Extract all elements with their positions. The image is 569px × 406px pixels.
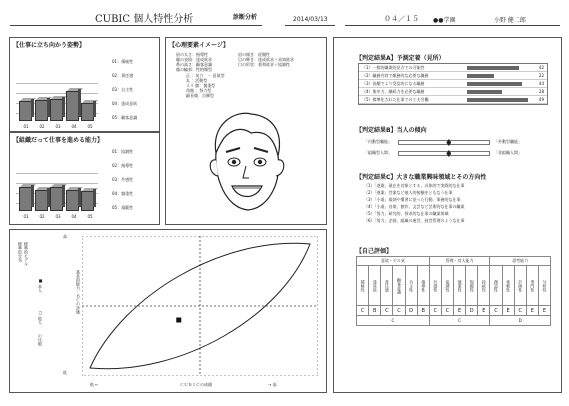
result-b-right2: 「非組織人間」 xyxy=(494,150,522,155)
work-attitude-title: 【仕事に立ち向かう姿勢】 xyxy=(13,42,86,49)
self-eval-table xyxy=(356,256,551,326)
result-a-label: （4）集中力、継続力を必要な職務 xyxy=(362,89,425,94)
organization-axis xyxy=(18,214,98,219)
legend-self: ■ 本人 xyxy=(38,278,43,293)
report-date: 2014/03/13 xyxy=(293,16,328,23)
result-a-row xyxy=(359,96,547,104)
y-axis-label xyxy=(76,270,81,314)
grade-cell: E xyxy=(454,306,466,316)
legend-item: 01：積極性 xyxy=(112,59,134,64)
chart-bar xyxy=(19,187,32,211)
legend-item: 01：協調性 xyxy=(112,149,134,154)
legend-item: 03：共感性 xyxy=(112,177,134,182)
axis-label: 02 xyxy=(39,124,45,129)
trait-cell: 協調性 xyxy=(441,266,453,306)
result-b-right1: 「外動型職能」 xyxy=(494,139,522,144)
result-a-value: 42 xyxy=(538,65,544,70)
result-a-title: 【判定結果A】予測定着（見所） xyxy=(356,55,445,62)
legend-item: 05：顧客意識 xyxy=(112,115,138,120)
self-eval-title: 【自己評価】 xyxy=(356,248,393,255)
result-a-row xyxy=(359,88,547,96)
matrix-panel xyxy=(9,229,327,393)
result-c-row: （4）「小遠」音楽、創作、文芸など芸術的な仕事の職業 xyxy=(364,204,465,209)
matrix-plot xyxy=(82,236,318,376)
result-a-row xyxy=(359,64,547,72)
axis-label: 03 xyxy=(55,214,61,219)
trait-cell: 慎重性 xyxy=(454,266,466,306)
axis-label: 05 xyxy=(87,214,93,219)
legend-item: 02：責任感 xyxy=(112,73,134,78)
legend-line: 正 ：気力 － 意欲型 xyxy=(186,73,225,78)
matrix-side-notes-2 xyxy=(24,242,29,266)
trait-cell: 達成欲 xyxy=(369,266,381,306)
chart-bar xyxy=(35,190,48,211)
matrix-legend-compare xyxy=(38,334,43,346)
result-a-label: （3）従順でより受信的になる職務 xyxy=(362,81,425,86)
result-b-left2: 「組織型人間」 xyxy=(364,150,392,155)
result-c-row: （3）「小遠」規則や慣習に従った行動、事務的な仕事 xyxy=(364,197,461,202)
grade-cell: C xyxy=(357,306,369,316)
result-a-bar xyxy=(467,90,502,94)
result-c-row: （5）「努力」研究的、探求的な仕事の職業領域 xyxy=(364,211,449,216)
trait-cell: 自主性 xyxy=(405,266,417,306)
trait-cell: 積極性 xyxy=(357,266,369,306)
trait-cell: 計画性 xyxy=(514,266,526,306)
header-underline xyxy=(10,25,262,26)
group-header: 意欲・ヤル気 xyxy=(357,257,430,266)
legend-item: 02：指導性 xyxy=(112,163,134,168)
trait-cell: 専門性 xyxy=(526,266,538,306)
grade-cell: B xyxy=(417,306,429,316)
matrix-legend-other xyxy=(38,310,43,324)
trait-cell: 創造性 xyxy=(490,266,502,306)
matrix-side-notes xyxy=(17,242,23,262)
legend-item: 03：自主性 xyxy=(112,87,134,92)
result-a-table xyxy=(358,63,548,105)
person-name: 小野 健二郎 xyxy=(494,17,526,24)
work-attitude-axis xyxy=(18,124,98,129)
grade-cell: E xyxy=(478,306,490,316)
date-underline xyxy=(285,25,335,26)
diagnosis-badge: 診断分析 xyxy=(233,14,258,21)
feature-line: 口の形状：着和欲求＋協調性 xyxy=(238,62,290,67)
grade-cell: C xyxy=(514,306,526,316)
chart-bar xyxy=(81,103,94,121)
result-c-row: （1）「遂業」現在を対象とする、具体的で実際的な仕事 xyxy=(364,183,465,188)
work-attitude-chart xyxy=(16,83,98,121)
axis-label: 01 xyxy=(23,214,29,219)
matrix-legend-self xyxy=(38,278,43,292)
trait-cell: 規範性 xyxy=(466,266,478,306)
work-attitude-panel xyxy=(9,37,160,132)
chart-bar xyxy=(66,190,79,211)
group-header: 思考能力 xyxy=(490,257,551,266)
side-note: 標準的分布 xyxy=(18,242,23,262)
result-a-row xyxy=(359,72,547,80)
result-a-bar xyxy=(467,82,522,86)
chart-bar xyxy=(19,101,32,121)
grade-cell: C xyxy=(441,306,453,316)
axis-label: 03 xyxy=(55,124,61,129)
mental-image-col2 xyxy=(238,52,294,67)
report-number: ０４／１５ xyxy=(384,15,419,23)
result-b-scale2 xyxy=(398,151,490,156)
mental-image-panel xyxy=(165,37,327,225)
legend-other: □ 他人 xyxy=(38,310,43,325)
result-a-value: 44 xyxy=(538,81,544,86)
organization-chart xyxy=(16,173,98,211)
legend-line: 丸 ：活動型 xyxy=(186,78,208,83)
result-c-list xyxy=(364,182,465,224)
result-b-left1: 「内動型職能」 xyxy=(364,139,392,144)
organization-panel xyxy=(9,132,160,225)
feature-line: 目の輝き：達成欲求＋承知欲求 xyxy=(238,57,294,62)
legend-line: 細長顔：自制型 xyxy=(186,93,214,98)
result-a-value: 28 xyxy=(538,89,544,94)
trait-cell: 分析性 xyxy=(538,266,550,306)
feature-line: 眉の傾き：従順性 xyxy=(238,52,270,57)
axis-label: 04 xyxy=(71,214,77,219)
feature-line: 瞳の表情：達成欲求 xyxy=(176,57,212,62)
organization-legend xyxy=(112,145,133,215)
axis-label: 02 xyxy=(39,214,45,219)
trait-cell: 共感性 xyxy=(429,266,441,306)
chart-bar xyxy=(50,187,63,211)
grade-cell: C xyxy=(381,306,393,316)
y-axis-high: 高 xyxy=(63,234,67,239)
result-a-row xyxy=(359,80,547,88)
school-name: ●●学園 xyxy=(433,17,456,24)
result-b-title: 【判定結果B】当人の傾向 xyxy=(356,127,427,134)
feature-line: 顔の輪郭：性格類型 xyxy=(176,67,212,72)
axis-label: 05 xyxy=(87,124,93,129)
mental-image-col1 xyxy=(176,52,212,72)
group-summary: C xyxy=(429,316,490,326)
organization-title: 【組織だって仕事を進める能力】 xyxy=(13,137,104,144)
group-header: 管理・対人能力 xyxy=(429,257,490,266)
result-a-bar xyxy=(467,98,528,102)
legend-item: 04：達成意欲 xyxy=(112,101,138,106)
legend-compare: の比較 xyxy=(38,334,43,346)
result-a-label: （5）標準化された仕事での工夫労働 xyxy=(362,97,429,102)
chart-bar xyxy=(81,191,94,211)
info-underline xyxy=(345,25,560,26)
mental-image-legend xyxy=(186,73,225,98)
x-axis-label: ＣＵＢＩＣの成績 xyxy=(180,382,212,387)
result-a-label: （1）一般的職業的見方での可能性 xyxy=(362,65,425,70)
trait-cell: 顧客意識 xyxy=(393,266,405,306)
x-axis-low: 低 ← xyxy=(90,382,99,387)
result-a-value: 22 xyxy=(538,73,544,78)
work-attitude-legend xyxy=(112,55,137,125)
result-c-title: 【判定結果C】大きな職業興味領域とその方向性 xyxy=(356,174,487,181)
self-point xyxy=(176,318,181,323)
trait-cell: 持続性 xyxy=(478,266,490,306)
result-c-row: （6）「努力」企画、組織の運営、経営管理のような仕事 xyxy=(364,218,465,223)
legend-line: 角顔 ：努力型 xyxy=(186,88,212,93)
grade-cell: C xyxy=(490,306,502,316)
legend-item: 05：規範性 xyxy=(112,205,134,210)
chart-bar xyxy=(50,99,63,121)
result-b-scale1 xyxy=(398,140,490,145)
grade-cell: E xyxy=(538,306,550,316)
y-label-text: 基本的能力・ＢＣの評価 xyxy=(76,270,81,314)
grade-cell: C xyxy=(393,306,405,316)
face-illustration-icon xyxy=(196,108,296,218)
result-a-bar xyxy=(467,74,494,78)
grade-cell: B xyxy=(369,306,381,316)
feature-line: 鼻の高さ：顧客意識 xyxy=(176,62,212,67)
mental-image-title: 【心理要素イメージ】 xyxy=(169,42,229,49)
axis-label: 04 xyxy=(71,124,77,129)
chart-bar xyxy=(35,100,48,121)
legend-line: スリ 膝：慎重型 xyxy=(186,83,216,88)
trait-cell: 指導性 xyxy=(417,266,429,306)
grade-cell: C xyxy=(429,306,441,316)
side-note: 標準的モデル xyxy=(24,242,29,266)
scale-marker xyxy=(446,150,451,157)
report-title: CUBIC 個人特性分析 xyxy=(95,14,194,25)
scale-marker xyxy=(446,139,451,146)
result-a-bar xyxy=(467,66,519,70)
chart-bar xyxy=(66,91,79,121)
group-summary: D xyxy=(490,316,551,326)
grade-cell: D xyxy=(466,306,478,316)
grade-cell: E xyxy=(526,306,538,316)
y-axis-low: 低 xyxy=(63,370,67,375)
trait-cell: 柔軟性 xyxy=(502,266,514,306)
grade-cell: E xyxy=(502,306,514,316)
result-c-row: （2）「遂業」営業など他人的接触をともなう仕事 xyxy=(364,190,453,195)
grade-cell: D xyxy=(405,306,417,316)
result-a-value: 49 xyxy=(538,97,544,102)
result-a-label: （2）職務内容で雑務的な必要な職務 xyxy=(362,73,429,78)
axis-label: 01 xyxy=(23,124,29,129)
group-summary: C xyxy=(357,316,430,326)
x-axis-high: → 高 xyxy=(268,382,277,387)
legend-item: 04：慎重性 xyxy=(112,191,134,196)
trait-cell: 責任感 xyxy=(381,266,393,306)
feature-line: 眉の太さ：指導性 xyxy=(176,52,208,57)
